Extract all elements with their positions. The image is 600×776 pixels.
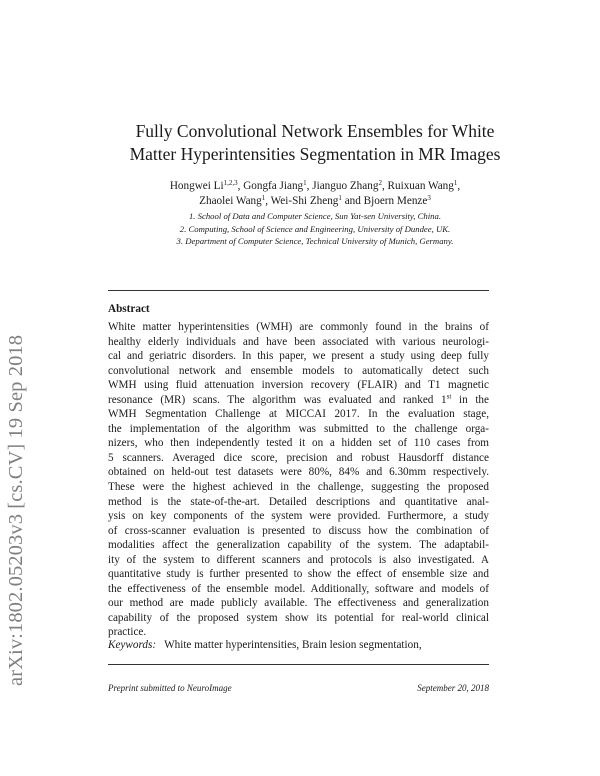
author-affil-mark: 1 [303,179,307,187]
author-sep: , [381,180,388,192]
abstract-line: capability of the proposed system show its potential for real-world clinical [108,611,489,624]
abstract-line: 5 scanners. Averaged dice score, precision and robust Hausdorff distance [108,451,489,464]
abstract-top-rule [108,290,489,291]
abstract-line: nizers, who then independently tested it on a hidden set of 110 cases from [108,437,489,450]
title-line: Matter Hyperintensities Segmentation in MR Images [129,144,501,164]
author-name: Ruixuan Wang [387,180,454,192]
abstract-line: White matter hyperintensities (WMH) are commonly found in the brains of [108,321,489,333]
author-name: Zhaolei Wang [199,195,262,207]
abstract-line: practice. [108,626,147,639]
author-list [112,179,518,209]
author-affil-mark: 1,2,3 [223,179,238,187]
author-name: Gongfa Jiang [243,180,304,192]
author-name: Jianguo Zhang [312,180,379,192]
affiliation-list [110,210,520,248]
footer-date: September 20, 2018 [417,683,489,693]
author-sep: , [306,180,313,192]
author-line-1 [112,179,518,194]
arxiv-identifier-stamp [4,334,28,686]
keywords-text: White matter hyperintensities, Brain lesion segmentation, [164,639,422,651]
abstract-line: of cross-scanner evaluation is presented to discuss how the combination of [108,524,489,537]
ordinal-suffix: st [446,392,452,400]
author-affil-mark: 1 [453,179,458,187]
author-affil-mark: 2 [378,179,382,187]
abstract-line: ysis on key components of the system were provided. Furthermore, a study [108,510,489,523]
abstract-line: WMH using fluid attenuation inversion recovery (FLAIR) and T1 magnetic [108,379,489,392]
author-sep: , [457,180,461,192]
abstract-line: obtained on held-out test datasets were 80%, 84% and 6.30mm respectively. [108,466,489,479]
author-sep: and [341,195,364,207]
abstract-line: healthy elderly individuals and have been associated with various neurologi- [108,335,489,348]
keywords-label: Keywords: [108,639,157,651]
abstract-line: our method are made publicly available. The effectiveness and generalization [108,597,489,610]
author-sep: , [237,180,244,192]
abstract-line: resonance (MR) scans. The algorithm was evaluated and ranked 1st in the [108,392,489,406]
footer-preprint-note: Preprint submitted to NeuroImage [108,683,232,693]
abstract-heading: Abstract [108,303,150,315]
abstract-bottom-rule [108,664,489,665]
author-affil-mark: 1 [261,194,266,202]
abstract-line: the implementation of the algorithm was submitted to the challenge orga- [108,422,489,435]
abstract-line: quantitative study is further presented to show the effect of ensemble size and [108,568,489,581]
author-name: Bjoern Menze [363,195,428,207]
abstract-line: convolutional network and ensemble models to automatically detect such [108,364,489,377]
affiliation: 3. Department of Computer Science, Technical University of Munich, Germany. [176,236,454,246]
affiliation: 2. Computing, School of Science and Engineering, University of Dundee, UK. [179,223,451,234]
title-line: Fully Convolutional Network Ensembles for White [135,121,495,141]
abstract-line: the effectiveness of the ensemble model. Additionally, software and models of [108,582,489,595]
abstract-line: modalities affect the generalization capability of the system. The adaptabil- [108,539,489,552]
abstract-line: ity of the system to different scanners and protocols is also investigated. A [108,553,489,566]
author-affil-mark: 3 [427,194,431,202]
affiliation: 1. School of Data and Computer Science, Sun Yat-sen University, China. [188,211,442,221]
abstract-line: These were the highest achieved in the challenge, suggesting the proposed [108,481,489,494]
arxiv-id-text: arXiv:1802.05203v3 [cs.CV] 19 Sep 2018 [5,334,27,686]
abstract-body [108,320,489,640]
keywords-line [108,639,422,651]
abstract-line: WMH Segmentation Challenge at MICCAI 2017. In the evaluation stage, [108,408,489,421]
paper-title [100,120,530,166]
abstract-line: cal and geriatric disorders. In this paper, we present a study using deep fully [108,350,489,363]
author-line-2 [112,194,518,209]
author-name: Wei-Shi Zheng [270,195,339,207]
author-name: Hongwei Li [169,180,224,192]
abstract-line: method is the state-of-the-art. Detailed descriptions and quantitative anal- [108,495,489,508]
author-sep: , [265,195,271,207]
author-affil-mark: 1 [338,194,342,202]
